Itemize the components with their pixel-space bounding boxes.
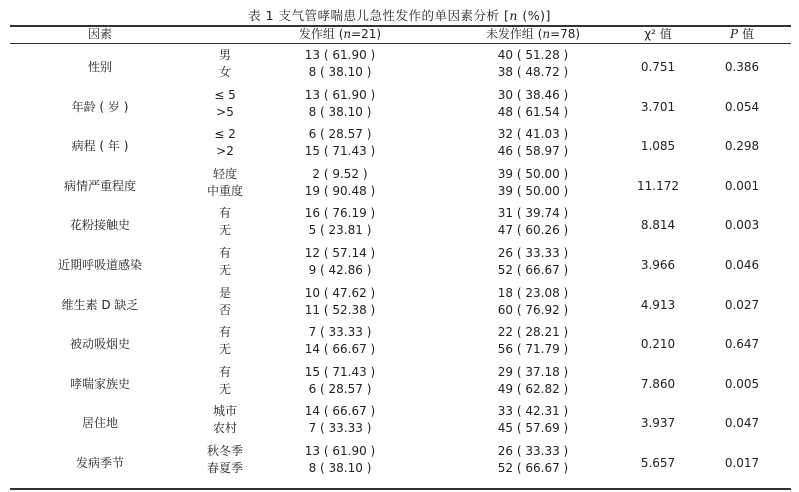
level-label: 中重度 — [206, 183, 243, 198]
factor-name: 病程 ( 年 ) — [71, 139, 129, 154]
header-group1-label: 发作组 ( — [298, 27, 344, 41]
table-row — [10, 245, 791, 285]
chi-square-value: 7.860 — [640, 376, 676, 391]
non-attack-group-value: 30 ( 38.46 ) — [497, 87, 569, 102]
level-label: ≤ 5 — [214, 87, 236, 102]
non-attack-group-values — [468, 403, 598, 437]
p-value: 0.001 — [724, 178, 760, 193]
non-attack-group-value: 29 ( 37.18 ) — [497, 364, 569, 379]
attack-group-value: 13 ( 61.90 ) — [304, 444, 376, 458]
factor-name: 居住地 — [81, 416, 118, 431]
table-row — [10, 285, 791, 325]
non-attack-group-values — [468, 364, 598, 398]
table-row — [10, 324, 791, 364]
chi-square-value: 3.966 — [640, 258, 676, 272]
factor-levels — [190, 205, 260, 239]
non-attack-group-values — [468, 166, 598, 200]
non-attack-group-value: 38 ( 48.72 ) — [497, 65, 569, 79]
header-group2 — [468, 26, 598, 43]
chi-square-value: 3.701 — [640, 99, 676, 114]
non-attack-group-value: 32 ( 41.03 ) — [497, 127, 569, 142]
attack-group-value: 6 ( 28.57 ) — [308, 127, 372, 142]
attack-group-value: 13 ( 61.90 ) — [304, 87, 376, 102]
non-attack-group-values — [468, 285, 598, 319]
p-value: 0.298 — [724, 139, 760, 154]
non-attack-group-value: 45 ( 57.69 ) — [497, 421, 569, 436]
non-attack-group-values — [468, 126, 598, 160]
attack-group-values — [275, 285, 405, 319]
level-label: 农村 — [212, 421, 237, 436]
non-attack-group-value: 39 ( 50.00 ) — [497, 166, 569, 181]
factor-levels — [190, 87, 260, 121]
attack-group-values — [275, 364, 405, 398]
table-row — [10, 126, 791, 166]
non-attack-group-values — [468, 245, 598, 279]
factor-levels — [190, 285, 260, 319]
attack-group-values — [275, 245, 405, 279]
header-group1 — [275, 26, 405, 43]
attack-group-value: 10 ( 47.62 ) — [304, 285, 376, 300]
attack-group-value: 13 ( 61.90 ) — [304, 48, 376, 62]
attack-group-value: 12 ( 57.14 ) — [304, 246, 376, 260]
level-label: 无 — [218, 263, 231, 277]
non-attack-group-value: 39 ( 50.00 ) — [497, 183, 569, 198]
factor-name: 维生素 D 缺乏 — [61, 297, 139, 312]
attack-group-value: 8 ( 38.10 ) — [308, 104, 372, 119]
level-label: 无 — [218, 381, 231, 396]
p-value: 0.027 — [724, 297, 760, 312]
factor-name: 近期呼吸道感染 — [57, 258, 142, 272]
caption-prefix: 表 1 支气管哮喘患儿急性发作的单因素分析 [ — [248, 8, 510, 23]
non-attack-group-values — [468, 205, 598, 239]
header-p-symbol: P — [730, 27, 739, 41]
attack-group-value: 15 ( 71.43 ) — [304, 144, 376, 159]
factor-name: 发病季节 — [75, 456, 124, 470]
factor-name: 哮喘家族史 — [69, 376, 130, 391]
header-rule — [10, 43, 791, 44]
attack-group-value: 8 ( 38.10 ) — [308, 461, 372, 475]
attack-group-value: 16 ( 76.19 ) — [304, 206, 376, 221]
attack-group-values — [275, 47, 405, 81]
level-label: 女 — [218, 65, 231, 79]
attack-group-value: 5 ( 23.81 ) — [308, 223, 372, 238]
non-attack-group-values — [468, 443, 598, 477]
p-value: 0.047 — [724, 416, 760, 431]
attack-group-value: 6 ( 28.57 ) — [308, 381, 372, 396]
chi-square-value: 3.937 — [640, 416, 676, 431]
chi-square-value: 1.085 — [640, 139, 676, 154]
level-label: 是 — [218, 285, 231, 300]
non-attack-group-values — [468, 324, 598, 358]
attack-group-value: 7 ( 33.33 ) — [308, 421, 372, 436]
attack-group-value: 15 ( 71.43 ) — [304, 364, 376, 379]
header-p-value — [710, 26, 774, 43]
non-attack-group-value: 46 ( 58.97 ) — [497, 144, 569, 159]
caption-suffix: (%)] — [517, 8, 551, 23]
chi-square-value: 4.913 — [640, 297, 676, 312]
attack-group-value: 2 ( 9.52 ) — [312, 166, 368, 181]
chi-square-value: 0.210 — [640, 337, 676, 352]
factor-levels — [190, 126, 260, 160]
non-attack-group-value: 33 ( 42.31 ) — [497, 404, 569, 419]
header-factor: 因素 — [87, 27, 112, 41]
non-attack-group-value: 40 ( 51.28 ) — [497, 48, 569, 62]
factor-levels — [190, 403, 260, 437]
p-value: 0.046 — [724, 258, 760, 272]
table-caption — [0, 6, 799, 24]
attack-group-values — [275, 403, 405, 437]
non-attack-group-values — [468, 87, 598, 121]
p-value: 0.005 — [724, 376, 760, 391]
non-attack-group-value: 56 ( 71.79 ) — [497, 342, 569, 357]
non-attack-group-value: 18 ( 23.08 ) — [497, 285, 569, 300]
attack-group-values — [275, 126, 405, 160]
level-label: 轻度 — [212, 166, 237, 181]
table-row — [10, 87, 791, 127]
level-label: 秋冬季 — [206, 444, 243, 458]
attack-group-value: 19 ( 90.48 ) — [304, 183, 376, 198]
non-attack-group-value: 49 ( 62.82 ) — [497, 381, 569, 396]
non-attack-group-value: 52 ( 66.67 ) — [497, 263, 569, 277]
level-label: 城市 — [212, 404, 237, 419]
attack-group-value: 14 ( 66.67 ) — [304, 342, 376, 357]
p-value: 0.017 — [724, 456, 760, 470]
attack-group-values — [275, 205, 405, 239]
table-row — [10, 166, 791, 206]
level-label: 否 — [218, 302, 231, 317]
header-group2-count: =78) — [550, 27, 581, 41]
header-group1-n: n — [343, 27, 352, 41]
header-chi-square: χ² 值 — [644, 27, 672, 41]
attack-group-value: 11 ( 52.38 ) — [304, 302, 376, 317]
table-row — [10, 47, 791, 87]
level-label: 有 — [218, 325, 231, 340]
factor-levels — [190, 443, 260, 477]
p-value: 0.003 — [724, 218, 760, 233]
non-attack-group-value: 26 ( 33.33 ) — [497, 246, 569, 260]
chi-square-value: 0.751 — [640, 60, 676, 74]
table-row — [10, 403, 791, 443]
p-value: 0.054 — [724, 99, 760, 114]
non-attack-group-value: 26 ( 33.33 ) — [497, 444, 569, 458]
header-group2-n: n — [542, 27, 551, 41]
p-value: 0.386 — [724, 60, 760, 74]
factor-levels — [190, 245, 260, 279]
level-label: >5 — [216, 104, 234, 119]
attack-group-value: 8 ( 38.10 ) — [308, 65, 372, 79]
non-attack-group-value: 47 ( 60.26 ) — [497, 223, 569, 238]
chi-square-value: 8.814 — [640, 218, 676, 233]
chi-square-value: 5.657 — [640, 456, 676, 470]
header-p-label: 值 — [738, 27, 754, 41]
level-label: 有 — [218, 206, 231, 221]
chi-square-value: 11.172 — [637, 178, 679, 193]
attack-group-value: 7 ( 33.33 ) — [308, 325, 372, 340]
non-attack-group-value: 52 ( 66.67 ) — [497, 461, 569, 475]
non-attack-group-value: 22 ( 28.21 ) — [497, 325, 569, 340]
level-label: 无 — [218, 223, 231, 238]
factor-levels — [190, 166, 260, 200]
non-attack-group-values — [468, 47, 598, 81]
non-attack-group-value: 60 ( 76.92 ) — [497, 302, 569, 317]
attack-group-value: 9 ( 42.86 ) — [308, 263, 372, 277]
header-group1-count: =21) — [351, 27, 382, 41]
table-row — [10, 443, 791, 483]
attack-group-values — [275, 324, 405, 358]
level-label: >2 — [216, 144, 234, 159]
level-label: ≤ 2 — [214, 127, 236, 142]
non-attack-group-value: 48 ( 61.54 ) — [497, 104, 569, 119]
level-label: 有 — [218, 246, 231, 260]
level-label: 男 — [218, 48, 231, 62]
factor-name: 花粉接触史 — [69, 218, 130, 233]
level-label: 春夏季 — [206, 461, 243, 475]
factor-name: 被动吸烟史 — [69, 337, 130, 352]
attack-group-values — [275, 87, 405, 121]
attack-group-values — [275, 166, 405, 200]
factor-levels — [190, 364, 260, 398]
table-row — [10, 364, 791, 404]
factor-name: 性别 — [87, 60, 112, 74]
factor-name: 年龄 ( 岁 ) — [71, 99, 129, 114]
attack-group-values — [275, 443, 405, 477]
non-attack-group-value: 31 ( 39.74 ) — [497, 206, 569, 221]
level-label: 无 — [218, 342, 231, 357]
level-label: 有 — [218, 364, 231, 379]
factor-name: 病情严重程度 — [63, 178, 136, 193]
factor-levels — [190, 324, 260, 358]
attack-group-value: 14 ( 66.67 ) — [304, 404, 376, 419]
table-row — [10, 205, 791, 245]
p-value: 0.647 — [724, 337, 760, 352]
factor-levels — [190, 47, 260, 81]
bottom-rule — [10, 488, 791, 490]
caption-n-symbol: n — [509, 8, 518, 23]
header-group2-label: 未发作组 ( — [485, 27, 543, 41]
